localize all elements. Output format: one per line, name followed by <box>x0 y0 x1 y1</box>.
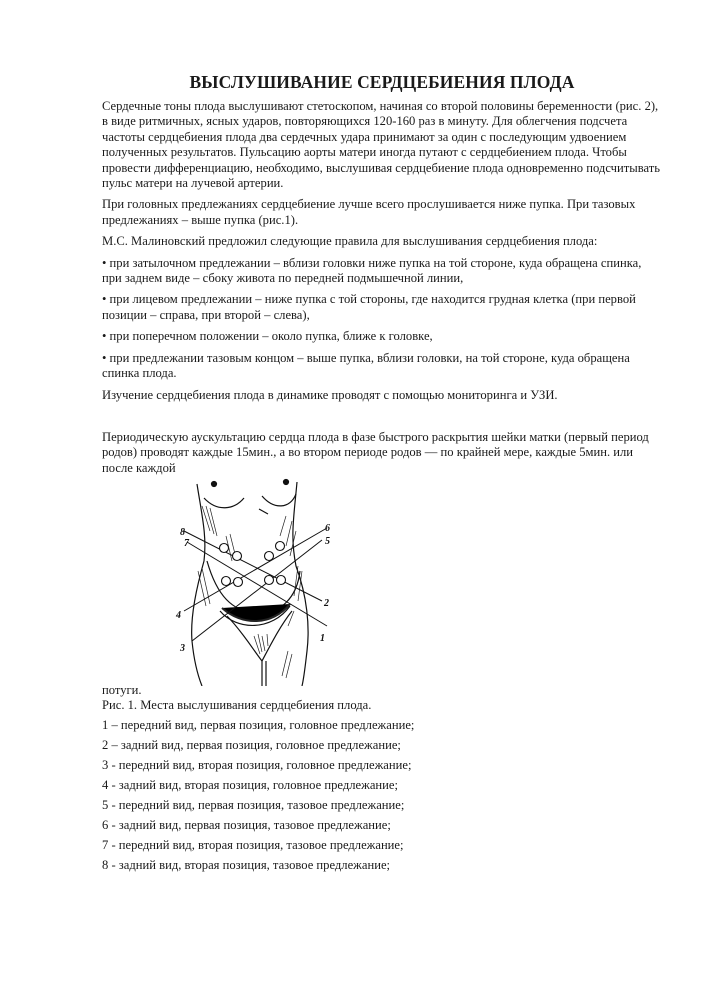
label-6: 6 <box>325 523 330 535</box>
rule-face: • при лицевом предлежании – ниже пупка с той стороны, где находится грудная клетка (при первой позиции – справа, при второй – слева), <box>102 292 636 322</box>
label-3: 3 <box>180 643 185 655</box>
legend-item: 5 - передний вид, первая позиция, тазовое предлежание; <box>102 797 405 812</box>
legend-item: 7 - передний вид, вторая позиция, тазовое предлежание; <box>102 837 404 852</box>
torso-shading <box>198 506 302 678</box>
label-8: 8 <box>180 527 185 539</box>
rule-transverse: • при поперечном положении – около пупка, ближе к головке, <box>102 329 433 344</box>
point-5 <box>265 552 274 561</box>
figure-container <box>102 476 662 698</box>
legend-item: 6 - задний вид, первая позиция, тазовое предлежание; <box>102 817 391 832</box>
legend-item: 8 - задний вид, вторая позиция, тазовое предлежание; <box>102 857 391 872</box>
legend-item: 1 – передний вид, первая позиция, головное предлежание; <box>102 717 415 732</box>
label-1: 1 <box>320 633 325 645</box>
point-8 <box>220 544 229 553</box>
point-4 <box>222 577 231 586</box>
label-5: 5 <box>325 536 330 548</box>
figure-caption: Рис. 1. Места выслушивания сердцебиения плода. <box>102 698 372 713</box>
paragraph-presentation: При головных предлежаниях сердцебиение лучше всего прослушивается ниже пупка. При тазовых предлежаниях – выше пупка (рис.1). <box>102 197 636 227</box>
page-title: ВЫСЛУШИВАНИЕ СЕРДЦЕБИЕНИЯ ПЛОДА <box>189 72 575 92</box>
point-6 <box>276 542 285 551</box>
label-2: 2 <box>324 598 329 610</box>
paragraph-auscultation: Периодическую аускультацию сердца плода в фазе быстрого раскрытия шейки матки (первый период родов) проводят каждые 15мин., а во втором периоде родов — по крайней мере, каждые 5мин. или после каждой <box>102 429 649 475</box>
rule-breech: • при предлежании тазовым концом – выше пупка, вблизи головки, на той стороне, куда обращена спинка плода. <box>102 350 630 381</box>
paragraph-tail: потуги. <box>102 683 142 698</box>
document-page <box>102 72 662 878</box>
label-7: 7 <box>184 538 189 550</box>
paragraph-intro: Сердечные тоны плода выслушивают стетоскопом, начиная со второй половины беременности (рис. 2), в виде ритмичных, ясных ударов, повторяющихся 120-160 раз в минуту. Для облегчения подсчета частоты сердцебиения плода два сердечных удара принимают за один с последующим удвоением полученных результатов. Пульсацию аорты матери иногда путают с сердцебиением плода. Чтобы провести дифференциацию, необходимо, выслушивая сердцебиение плода одновременно подсчитывать пульс матери на лучевой артерии. <box>102 99 660 191</box>
figure-legend <box>102 718 662 873</box>
paragraph-monitoring: Изучение сердцебиения плода в динамике проводят с помощью мониторинга и УЗИ. <box>102 387 558 402</box>
torso-outline <box>192 480 308 687</box>
point-2 <box>277 576 286 585</box>
point-1 <box>265 576 274 585</box>
legend-item: 3 - передний вид, вторая позиция, головное предлежание; <box>102 757 412 772</box>
point-labels <box>175 523 330 654</box>
rule-occipital: • при затылочном предлежании – вблизи головки ниже пупка на той стороне, куда обращена спинка, при заднем виде – сбоку живота по передней подмышечной линии, <box>102 255 642 286</box>
figure-auscultation-points <box>162 476 362 686</box>
point-7 <box>233 552 242 561</box>
paragraph-malinovsky: М.С. Малиновский предложил следующие правила для выслушивания сердцебиения плода: <box>102 234 598 249</box>
auscultation-points <box>220 542 286 587</box>
legend-item: 4 - задний вид, вторая позиция, головное предлежание; <box>102 777 398 792</box>
label-4: 4 <box>176 610 181 622</box>
point-3 <box>234 578 243 587</box>
legend-item: 2 – задний вид, первая позиция, головное предлежание; <box>102 737 401 752</box>
